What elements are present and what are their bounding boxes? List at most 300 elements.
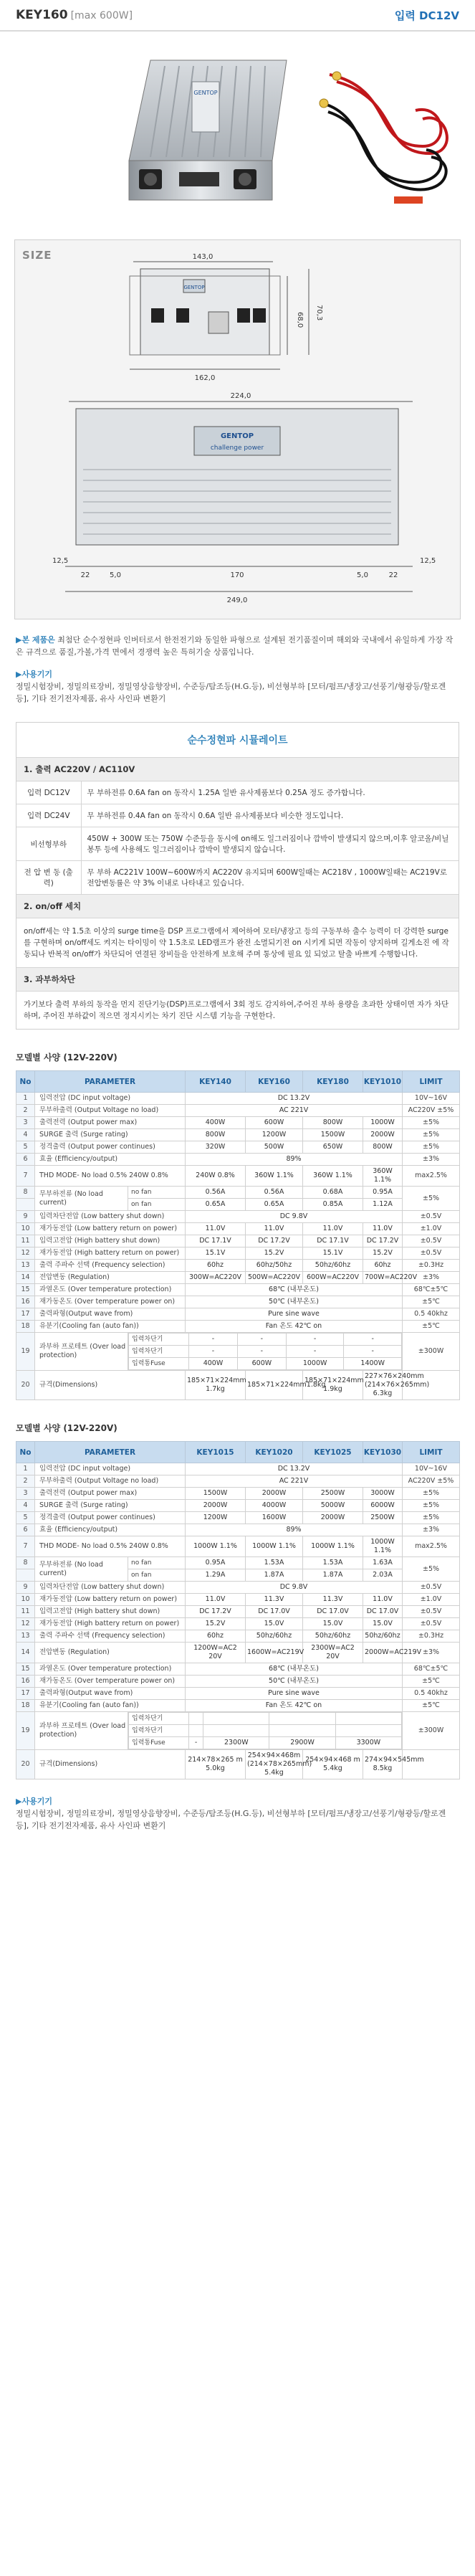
- spec-row: [16, 1333, 460, 1371]
- header-model-3: KEY1025: [303, 1442, 363, 1463]
- row-value: 11.0V: [303, 1223, 363, 1235]
- overload-row: [129, 1725, 402, 1737]
- row-parameter: 무부하전류 (No load current): [35, 1187, 128, 1211]
- row-value: DC 13.2V: [186, 1093, 403, 1105]
- row-number: 5: [16, 1141, 35, 1154]
- row-parameter: 입력전압 (DC input voltage): [35, 1093, 186, 1105]
- dim-gap-5: 22: [388, 571, 398, 579]
- description-keyword: ▶본 제품은: [16, 635, 55, 645]
- overload-value: [189, 1725, 203, 1737]
- row-parameter: 재가동전압 (High battery return on power): [35, 1618, 186, 1630]
- row-value: 274×94×545mm 8.5kg: [363, 1750, 403, 1779]
- spec-row: [16, 1308, 460, 1321]
- spec-row: [16, 1676, 460, 1688]
- row-parameter: 출력 주파수 선택 (Frequency selection): [35, 1630, 186, 1643]
- row-limit: ±5%: [403, 1557, 460, 1582]
- row-value: 3000W: [363, 1488, 403, 1500]
- row-limit: 10V~16V: [403, 1093, 460, 1105]
- row-value: 700W=AC220V: [363, 1272, 403, 1284]
- header-model-2: KEY160: [246, 1071, 303, 1093]
- row-value: Fan 온도 42℃ on: [186, 1700, 403, 1712]
- row-limit: ±300W: [403, 1712, 460, 1750]
- spec-row: [16, 1688, 460, 1700]
- row-parameter: SURGE 출력 (Surge rating): [35, 1500, 186, 1512]
- row-parameter: 정격출력 (Output power continues): [35, 1512, 186, 1524]
- row-value: 5000W: [303, 1500, 363, 1512]
- row-key: 전 압 변 동 (출력): [16, 861, 81, 895]
- row-limit: ±5℃: [403, 1321, 460, 1333]
- dim-gap-1: 22: [80, 571, 90, 579]
- header-model-4: KEY1010: [363, 1071, 403, 1093]
- row-value: 1600W=AC219V: [246, 1643, 303, 1663]
- overload-label: 입력차단기: [129, 1346, 189, 1358]
- row-value: 2000W: [186, 1500, 246, 1512]
- row-value: 1000W: [363, 1117, 403, 1129]
- row-value: 500W=AC220V: [246, 1272, 303, 1284]
- row-value: 15.0V: [363, 1618, 403, 1630]
- row-value: 1.87A: [246, 1569, 303, 1582]
- row-limit: ±0.3Hz: [403, 1630, 460, 1643]
- row-value: 1.63A: [363, 1557, 403, 1569]
- row-parameter: 유분기(Cooling fan (auto fan)): [35, 1700, 186, 1712]
- product-description: [0, 619, 475, 705]
- spec2-header-row: [16, 1442, 460, 1463]
- row-value: 1500W: [186, 1488, 246, 1500]
- overload-row: [129, 1334, 402, 1346]
- spec-row: [16, 1488, 460, 1500]
- row-value: 2500W: [363, 1512, 403, 1524]
- overload-text: 가기보다 출력 부하의 동작을 먼지 진단기능(DSP)프로그램에서 3회 정도 감지하여,주어진 부하 용량을 초과한 상태이면 자가 차단하며, 주어진 부하값이 적으면 정지시키는 차기 진단 시스템 기능을 구현한다.: [24, 1000, 449, 1020]
- dim-width-outer: 143,0: [192, 253, 213, 261]
- model-power: [max 600W]: [70, 10, 133, 22]
- row-limit: ±5%: [403, 1488, 460, 1500]
- row-value: 1200W=AC2 20V: [186, 1643, 246, 1663]
- spec-row: [16, 1371, 460, 1400]
- row-value: Pure sine wave: [186, 1688, 403, 1700]
- model-title: KEY160 [max 600W]: [16, 8, 133, 22]
- overload-label: 입력차단기: [129, 1725, 189, 1737]
- row-number: 16: [16, 1676, 35, 1688]
- header-model-3: KEY180: [303, 1071, 363, 1093]
- spec-row: [16, 1618, 460, 1630]
- row-value: 254×94×468 m 5.4kg: [303, 1750, 363, 1779]
- spec-row: [16, 1129, 460, 1141]
- row-parameter: 출력파형(Output wave from): [35, 1308, 186, 1321]
- row-value: 11.0V: [363, 1223, 403, 1235]
- row-parameter: 전압변동 (Regulation): [35, 1643, 186, 1663]
- spec-row: [16, 1512, 460, 1524]
- overload-label: 입력통Fuse: [129, 1737, 189, 1749]
- row-parameter: 유분기(Cooling fan (auto fan)): [35, 1321, 186, 1333]
- usage-title: ▶사용기기: [16, 670, 52, 679]
- row-value: DC 17.2V: [186, 1606, 246, 1618]
- row-parameter: 재가동전압 (Low battery return on power): [35, 1223, 186, 1235]
- row-limit: ±5%: [403, 1117, 460, 1129]
- row-value: 11.3V: [246, 1594, 303, 1606]
- row-value: 11.0V: [363, 1594, 403, 1606]
- row-limit: ±0.5V: [403, 1606, 460, 1618]
- row-limit: ±3%: [403, 1154, 460, 1166]
- spec-row: [16, 1700, 460, 1712]
- dim-length-bottom: 249,0: [226, 597, 248, 604]
- row-value: 15.0V: [246, 1618, 303, 1630]
- row-number: 7: [16, 1166, 35, 1187]
- row-value: 0.65A: [246, 1199, 303, 1211]
- row-limit: 68℃±5℃: [403, 1663, 460, 1676]
- spec-row: [16, 1321, 460, 1333]
- table-row: [16, 827, 459, 861]
- spec-row: [16, 1630, 460, 1643]
- section-output: 1. 출력 AC220V / AC110V: [16, 758, 459, 781]
- row-number: 9: [16, 1582, 35, 1594]
- overload-row: [129, 1737, 402, 1749]
- row-parameter: THD MODE- No load 0.5% 240W 0.8%: [35, 1536, 186, 1557]
- size-section: [14, 239, 461, 619]
- row-value: 600W: [246, 1117, 303, 1129]
- row-parameter: 과열온도 (Over temperature protection): [35, 1663, 186, 1676]
- overload-value: [335, 1713, 401, 1725]
- row-value: 11.0V: [246, 1223, 303, 1235]
- row-number: 12: [16, 1247, 35, 1260]
- row-sub-label: no fan: [128, 1557, 186, 1569]
- row-value: 360W 1.1%: [246, 1166, 303, 1187]
- overload-value: -: [286, 1346, 344, 1358]
- row-value: 500W: [246, 1141, 303, 1154]
- row-parameter: SURGE 출력 (Surge rating): [35, 1129, 186, 1141]
- row-value: 1.29A: [186, 1569, 246, 1582]
- overload-value: 600W: [237, 1358, 286, 1370]
- overload-label: 입력차단기: [129, 1334, 189, 1346]
- row-value: DC 9.8V: [186, 1582, 403, 1594]
- overload-value: 1400W: [344, 1358, 402, 1370]
- overload-label: 입력차단기: [129, 1713, 189, 1725]
- row-value: 227×76×240mm (214×76×265mm) 6.3kg: [363, 1371, 403, 1400]
- row-value: 800W: [363, 1141, 403, 1154]
- row-parameter: 재가동온도 (Over temperature power on): [35, 1676, 186, 1688]
- row-limit: ±0.5V: [403, 1582, 460, 1594]
- spec-row: [16, 1582, 460, 1594]
- row-number: 8: [16, 1557, 35, 1569]
- row-value: 15.1V: [186, 1247, 246, 1260]
- row-parameter: 입력고전압 (High battery shut down): [35, 1235, 186, 1247]
- row-value: 68℃ (내부온도): [186, 1663, 403, 1676]
- overload-value: [203, 1725, 269, 1737]
- row-parameter: 과부하 프로테트 (Over load protection): [35, 1712, 128, 1750]
- size-diagram: [15, 240, 460, 620]
- row-value: 50℃ (내부온도): [186, 1676, 403, 1688]
- row-limit: max2.5%: [403, 1536, 460, 1557]
- row-limit: ±5%: [403, 1187, 460, 1211]
- row-number: 16: [16, 1296, 35, 1308]
- row-value: 50hz/60hz: [246, 1630, 303, 1643]
- row-parameter: 무부하전류 (No load current): [35, 1557, 128, 1582]
- row-value: 0.56A: [186, 1187, 246, 1199]
- spec-row: [16, 1247, 460, 1260]
- row-value: 320W: [186, 1141, 246, 1154]
- spec-row: [16, 1712, 460, 1750]
- row-value: 400W: [186, 1117, 246, 1129]
- row-value: 4000W: [246, 1500, 303, 1512]
- row-number: 10: [16, 1223, 35, 1235]
- spec-row: [16, 1260, 460, 1272]
- row-value: DC 17.2V: [246, 1235, 303, 1247]
- row-value: 360W 1.1%: [363, 1166, 403, 1187]
- row-value: DC 13.2V: [186, 1463, 403, 1475]
- overload-value: 3300W: [335, 1737, 401, 1749]
- row-value: 300W=AC220V: [186, 1272, 246, 1284]
- spec-row: [16, 1750, 460, 1779]
- row-number: 2: [16, 1105, 35, 1117]
- spec-row: [16, 1284, 460, 1296]
- row-limit: ±3%: [403, 1643, 460, 1663]
- row-parameter: 입력차단전압 (Low battery shut down): [35, 1582, 186, 1594]
- overload-subtable: [128, 1333, 402, 1370]
- row-number: 11: [16, 1235, 35, 1247]
- row-value: DC 17.2V: [363, 1235, 403, 1247]
- row-limit: ±3%: [403, 1524, 460, 1536]
- spec-row: [16, 1166, 460, 1187]
- product-photo: [0, 32, 475, 239]
- overload-label: 입력통Fuse: [129, 1358, 189, 1370]
- header-parameter: PARAMETER: [35, 1071, 186, 1093]
- row-number: 14: [16, 1643, 35, 1663]
- overload-value: -: [344, 1334, 402, 1346]
- row-number: 4: [16, 1129, 35, 1141]
- row-limit: ±5℃: [403, 1676, 460, 1688]
- row-number: 1: [16, 1093, 35, 1105]
- input-voltage: 입력 DC12V: [394, 9, 459, 22]
- row-number: 9: [16, 1211, 35, 1223]
- row-value: 240W 0.8%: [186, 1166, 246, 1187]
- overload-row: [129, 1358, 402, 1370]
- row-value: 60hz: [186, 1260, 246, 1272]
- table-row: [16, 804, 459, 827]
- spec-row: [16, 1223, 460, 1235]
- table-row: [16, 781, 459, 804]
- row-value: 1200W: [246, 1129, 303, 1141]
- overload-value: [189, 1713, 203, 1725]
- row-number: 15: [16, 1284, 35, 1296]
- row-parameter: 입력전압 (DC input voltage): [35, 1463, 186, 1475]
- row-value: Pure sine wave: [186, 1308, 403, 1321]
- row-value: 89%: [186, 1154, 403, 1166]
- row-sub-label: no fan: [128, 1187, 186, 1199]
- overload-value: [269, 1713, 335, 1725]
- row-parameter: 재가동전압 (High battery return on power): [35, 1247, 186, 1260]
- spec-row: [16, 1557, 460, 1569]
- row-parameter: 출력 주파수 선택 (Frequency selection): [35, 1260, 186, 1272]
- row-value: 0.95A: [186, 1557, 246, 1569]
- row-number: 6: [16, 1524, 35, 1536]
- spec-row: [16, 1211, 460, 1223]
- row-number: 4: [16, 1500, 35, 1512]
- row-number: 18: [16, 1700, 35, 1712]
- row-value: 0.68A: [303, 1187, 363, 1199]
- row-value: 1200W: [186, 1512, 246, 1524]
- row-parameter: 입력차단전압 (Low battery shut down): [35, 1211, 186, 1223]
- footer-usage: [16, 1795, 459, 1832]
- row-value: 15.2V: [246, 1247, 303, 1260]
- row-key: 입력 DC24V: [16, 804, 81, 827]
- size-label: SIZE: [22, 249, 52, 262]
- row-limit: 0.5 40khz: [403, 1688, 460, 1700]
- row-key: 입력 DC12V: [16, 781, 81, 804]
- row-value: 15.1V: [303, 1247, 363, 1260]
- row-number: 11: [16, 1606, 35, 1618]
- row-value: DC 9.8V: [186, 1211, 403, 1223]
- row-limit: ±300W: [403, 1333, 460, 1371]
- row-value: 360W 1.1%: [303, 1166, 363, 1187]
- output-table: [16, 781, 459, 895]
- inverter-image: [107, 53, 301, 211]
- dim-right-h: 12,5: [420, 557, 436, 565]
- spec-row: [16, 1594, 460, 1606]
- overload-row: [129, 1713, 402, 1725]
- row-value: 2000W: [303, 1512, 363, 1524]
- header-model-1: KEY140: [186, 1071, 246, 1093]
- row-value: 1000W 1.1%: [186, 1536, 246, 1557]
- row-number: 17: [16, 1688, 35, 1700]
- cable-image: [308, 60, 466, 218]
- dim-left-h: 12,5: [52, 557, 69, 565]
- row-value: 50hz/60hz: [303, 1630, 363, 1643]
- row-limit: 68℃±5℃: [403, 1284, 460, 1296]
- table-row: [16, 861, 459, 895]
- row-value: 185×71×224mm1.8kg: [246, 1371, 303, 1400]
- row-parameter: 정격출력 (Output power continues): [35, 1141, 186, 1154]
- row-value: 1000W 1.1%: [246, 1536, 303, 1557]
- row-value: 1600W: [246, 1512, 303, 1524]
- overload-value: [203, 1713, 269, 1725]
- description-paragraph: [16, 634, 459, 658]
- row-limit: ±0.5V: [403, 1618, 460, 1630]
- row-value: 50℃ (내부온도): [186, 1296, 403, 1308]
- row-value: 1500W: [303, 1129, 363, 1141]
- row-value: AC 221V: [186, 1105, 403, 1117]
- row-value: 15.0V: [303, 1618, 363, 1630]
- row-value: 무 부하 AC221V 100W~600W까지 AC220V 유지되며 600W일때는 AC218V , 1000W일때는 AC219V로 전압변동률은 약 3% 이내로 나타내고 있습니다.: [81, 861, 459, 895]
- overload-value: -: [237, 1334, 286, 1346]
- row-value: 0.56A: [246, 1187, 303, 1199]
- spec-row: [16, 1187, 460, 1199]
- header-no: No: [16, 1442, 35, 1463]
- simulation-title: 순수정현파 시뮬레이트: [16, 723, 459, 758]
- overload-row: [129, 1346, 402, 1358]
- row-limit: ±5%: [403, 1129, 460, 1141]
- row-number: 8: [16, 1187, 35, 1199]
- overload-value: [269, 1725, 335, 1737]
- row-number: 12: [16, 1618, 35, 1630]
- row-limit: ±5℃: [403, 1700, 460, 1712]
- header-model-4: KEY1030: [363, 1442, 403, 1463]
- row-value: 2000W=AC219V: [363, 1643, 403, 1663]
- row-value: 1.12A: [363, 1199, 403, 1211]
- row-value: 1000W 1.1%: [303, 1536, 363, 1557]
- row-number: 13: [16, 1630, 35, 1643]
- row-value: DC 17.1V: [303, 1235, 363, 1247]
- row-value: 60hz/50hz: [246, 1260, 303, 1272]
- row-limit: ±1.0V: [403, 1223, 460, 1235]
- row-parameter: 재가동전압 (Low battery return on power): [35, 1594, 186, 1606]
- row-value: 60hz: [186, 1630, 246, 1643]
- row-value: 1.53A: [303, 1557, 363, 1569]
- row-value: 50hz/60hz: [363, 1630, 403, 1643]
- dim-length-top: 224,0: [230, 392, 251, 400]
- row-parameter: THD MODE- No load 0.5% 240W 0.8%: [35, 1166, 186, 1187]
- row-parameter: 규격(Dimensions): [35, 1371, 186, 1400]
- row-value: 68℃ (내부온도): [186, 1284, 403, 1296]
- row-value: 1.87A: [303, 1569, 363, 1582]
- overload-cell: [128, 1712, 403, 1750]
- row-limit: ±1.0V: [403, 1594, 460, 1606]
- row-number: 3: [16, 1117, 35, 1129]
- spec-row: [16, 1296, 460, 1308]
- spec-row: [16, 1093, 460, 1105]
- row-parameter: 출력전력 (Output power max): [35, 1117, 186, 1129]
- section-overload: 3. 과부하차단: [16, 968, 459, 992]
- overload-value: [335, 1725, 401, 1737]
- overload-subtable: [128, 1712, 402, 1749]
- row-value: 800W: [303, 1117, 363, 1129]
- row-value: Fan 온도 42℃ on: [186, 1321, 403, 1333]
- diagram-brand: GENTOP: [220, 432, 254, 440]
- row-value: 185×71×224mm 1.7kg: [186, 1371, 246, 1400]
- spec-row: [16, 1463, 460, 1475]
- row-value: 0.85A: [303, 1199, 363, 1211]
- dim-gap-3: 170: [230, 571, 244, 579]
- row-value: 2000W: [363, 1129, 403, 1141]
- row-parameter: 출력파형(Output wave from): [35, 1688, 186, 1700]
- row-number: 19: [16, 1712, 35, 1750]
- dim-height-a: 68,0: [296, 312, 304, 328]
- spec-row: [16, 1141, 460, 1154]
- row-number: 19: [16, 1333, 35, 1371]
- spec-row: [16, 1500, 460, 1512]
- row-limit: ±3%: [403, 1272, 460, 1284]
- row-limit: AC220V ±5%: [403, 1475, 460, 1488]
- overload-value: -: [189, 1346, 238, 1358]
- row-value: DC 17.1V: [186, 1235, 246, 1247]
- row-number: 6: [16, 1154, 35, 1166]
- spec-row: [16, 1524, 460, 1536]
- row-value: 2300W=AC2 20V: [303, 1643, 363, 1663]
- overload-value: 2900W: [269, 1737, 335, 1749]
- row-value: 11.3V: [303, 1594, 363, 1606]
- product-header: [0, 0, 475, 32]
- row-parameter: 효율 (Efficiency/output): [35, 1524, 186, 1536]
- section-onoff: 2. on/off 세치: [16, 895, 459, 918]
- row-parameter: 무부하출력 (Output Voltage no load): [35, 1475, 186, 1488]
- row-limit: ±0.3Hz: [403, 1260, 460, 1272]
- row-parameter: 전압변동 (Regulation): [35, 1272, 186, 1284]
- row-limit: ±5%: [403, 1141, 460, 1154]
- row-value: 6000W: [363, 1500, 403, 1512]
- footer-text: 정밀시험장비, 정밀의료장비, 정밀영상음향장비, 수준등/탐조등(H.G.등), 비선형부하 [모터/펌프/냉장고/선풍기/형광등/할로겐 등], 기타 전기전자제품, 유사 사인파 변환기: [16, 1809, 446, 1830]
- dim-width-inner: 162,0: [194, 374, 216, 382]
- row-limit: ±5%: [403, 1512, 460, 1524]
- row-value: 450W + 300W 또는 750W 수준등을 동시에 on해도 일그러짐이나 깜박이 발생되지 않으며,이후 알코올/비닐봉투 등에 사용해도 일그러짐이나 깜박이 발생되지 않습니다.: [81, 827, 459, 861]
- dim-gap-4: 5,0: [357, 571, 368, 579]
- row-value: 무 부하전류 0.6A fan on 동작시 1.25A 일반 유사제품보다 0.25A 정도 증가합니다.: [81, 781, 459, 804]
- usage-text: 정밀시험장비, 정밀의료장비, 정밀영상음향장비, 수준등/탐조등(H.G.등), 비선형부하 [모터/펌프/냉장고/선풍기/형광등/할로겐 등], 기타 전기전자제품, 유사 사인파 변환기: [16, 682, 446, 703]
- spec1-title: 모델별 사양 (12V-220V): [16, 1052, 117, 1063]
- row-number: 17: [16, 1308, 35, 1321]
- row-number: 2: [16, 1475, 35, 1488]
- row-key: 비선형부하: [16, 827, 81, 861]
- spec-row: [16, 1117, 460, 1129]
- row-number: 15: [16, 1663, 35, 1676]
- row-value: 650W: [303, 1141, 363, 1154]
